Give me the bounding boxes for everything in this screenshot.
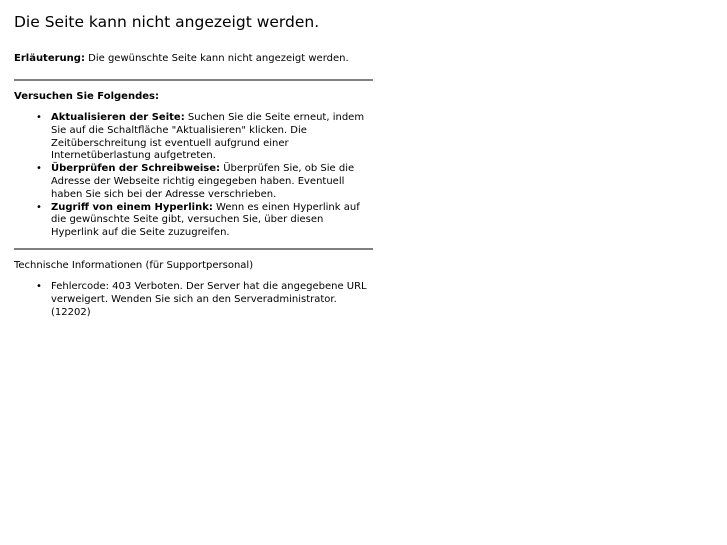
divider-bottom [14,248,373,250]
error-code-text: Fehlercode: 403 Verboten. Der Server hat die angegebene URL verweigert. Wenden Sie sich an den Serveradministrator. (12202) [51,281,367,318]
list-item [14,202,374,240]
suggestion-text: Suchen Sie die Seite erneut, indem Sie auf die Schaltfläche "Aktualisieren" klicken. Die Zeitüberschreitung ist eventuell aufgrund einer Internetüberlastung aufgetreten. [51,112,365,162]
list-item [14,281,374,319]
suggestion-label: Aktualisieren der Seite: [51,112,185,123]
bullet-icon: • [36,201,42,213]
suggestion-text: Wenn es einen Hyperlink auf die gewünschte Seite gibt, versuchen Sie, über diesen Hyperlink auf die Seite zuzugreifen. [51,201,360,239]
suggestion-text: Überprüfen Sie, ob Sie die Adresse der Webseite richtig eingegeben haben. Eventuell haben Sie sich bei der Adresse verschrieben. [51,163,355,200]
suggestion-label: Überprüfen der Schreibweise: [51,163,221,175]
list-item [14,112,374,163]
divider-top [14,79,373,81]
suggestions-list [14,112,374,240]
explanation-text: Die gewünschte Seite kann nicht angezeigt werden. [84,53,349,64]
bullet-icon: • [36,281,42,292]
explanation [14,53,349,64]
suggestions-heading: Versuchen Sie Folgendes: [14,91,159,102]
page-title: Die Seite kann nicht angezeigt werden. [14,13,320,31]
bullet-icon: • [36,163,42,175]
list-item [14,163,374,201]
explanation-label: Erläuterung: [14,53,85,64]
suggestion-label: Zugriff von einem Hyperlink: [51,201,213,213]
tech-info-heading: Technische Informationen (für Supportpersonal) [14,260,254,271]
tech-info-list [14,281,374,319]
bullet-icon: • [36,112,42,123]
